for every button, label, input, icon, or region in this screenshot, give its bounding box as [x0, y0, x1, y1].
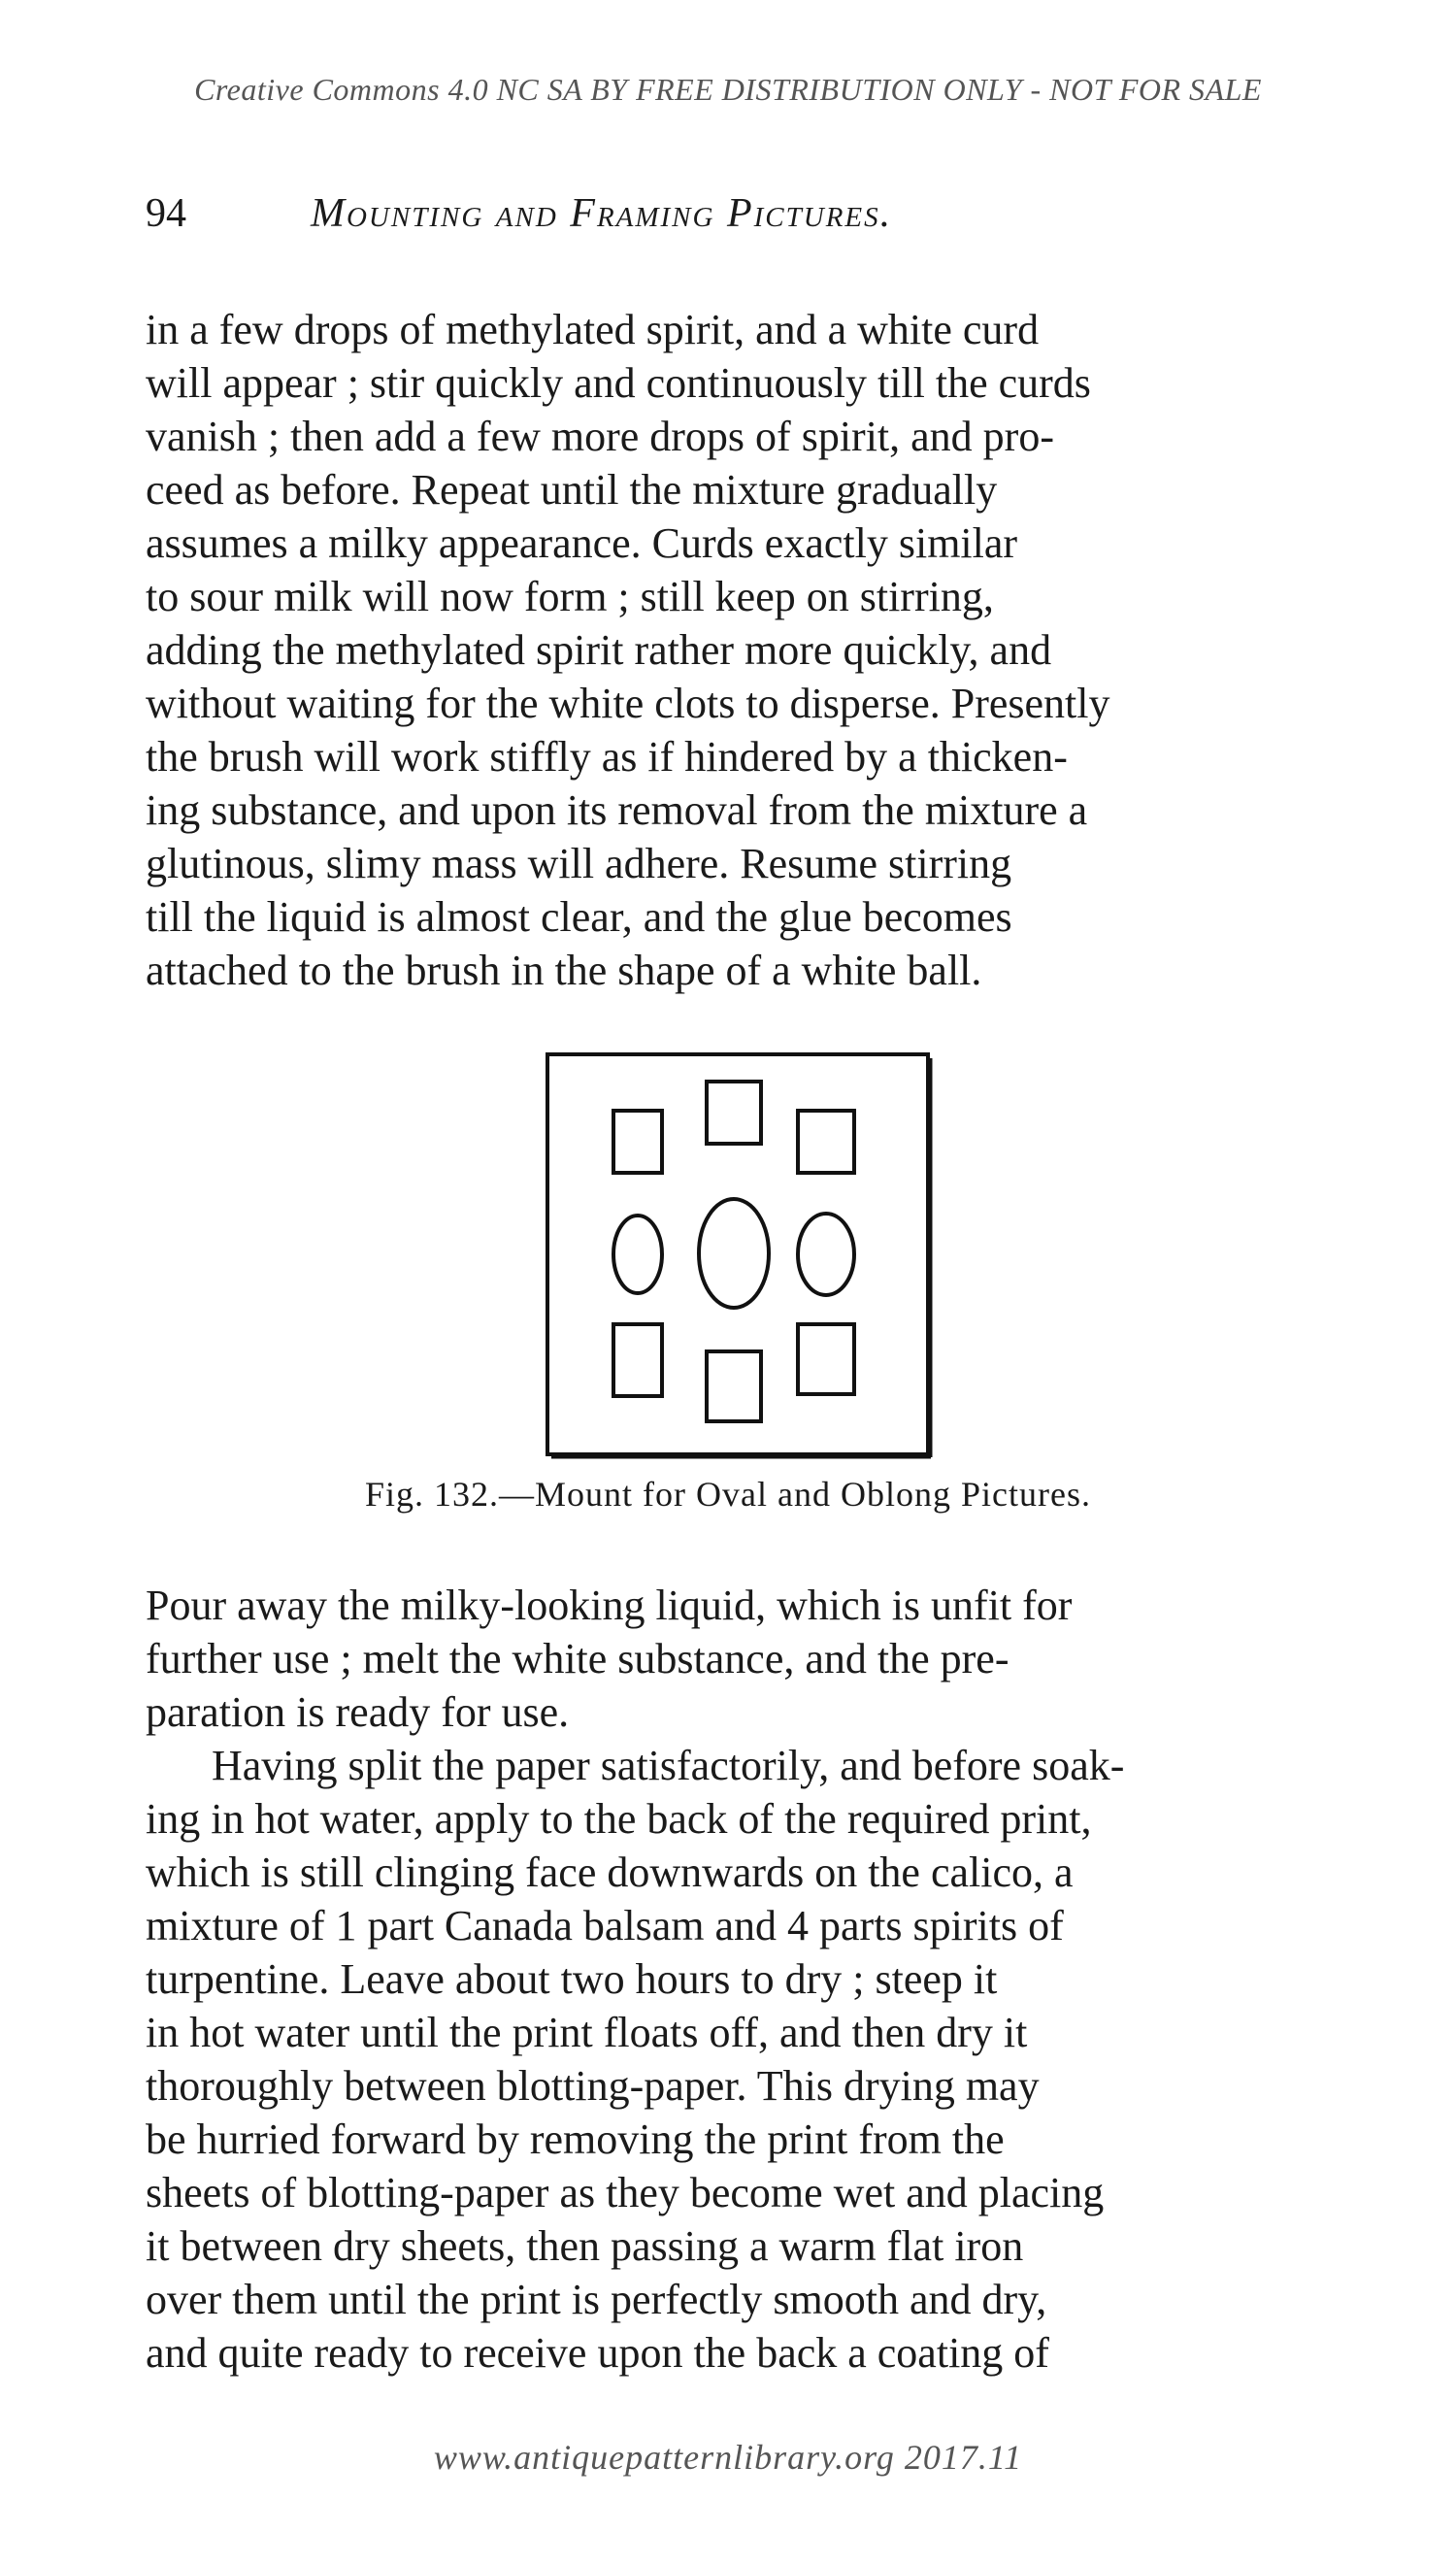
opening-top-center: [707, 1082, 761, 1144]
license-notice: Creative Commons 4.0 NC SA BY FREE DISTRIBUTION ONLY - NOT FOR SALE: [194, 72, 1262, 107]
page-number: 94: [146, 191, 186, 236]
opening-bottom-left: [613, 1324, 662, 1396]
paragraph-3: Having split the paper satisfactorily, and before soak- ing in hot water, apply to the back of the required print, which is still clinging face downwards on the calico, a mixture of 1 part Canada balsam and 4 parts spirits of turpentine. Leave about two hours to dry ; steep it in hot water until the print floats off, and then dry it thoroughly between blotting-paper. This drying may be hurried forward by removing the print from the sheets of blotting-paper as they become wet and placing it between dry sheets, then passing a warm flat iron over them until the print is perfectly smooth and dry, and quite ready to receive upon the back a coating of: [146, 1742, 1125, 2377]
running-title: Mounting and Framing Pictures.: [311, 191, 893, 236]
mount-outer-frame: [547, 1054, 928, 1454]
page-header: [146, 190, 1310, 249]
footer-watermark-url: www.antiquepatternlibrary.org 2017.11: [433, 2438, 1023, 2477]
opening-top-right: [798, 1111, 854, 1173]
opening-bottom-right: [798, 1324, 854, 1394]
oval-opening-left: [613, 1216, 662, 1293]
oval-opening-center: [699, 1199, 769, 1308]
paragraph-2: Pour away the milky-looking liquid, which is unfit for further use ; melt the white substance, and the pre- paration is ready for use.: [146, 1582, 1073, 1736]
opening-bottom-center: [707, 1351, 761, 1421]
figure-caption: Fig. 132.—Mount for Oval and Oblong Pictures.: [365, 1475, 1091, 1514]
paragraph-1: in a few drops of methylated spirit, and a white curd will appear ; stir quickly and continuously till the curds vanish ; then add a few more drops of spirit, and pro- ceed as before. Repeat until the mixture gradually assumes a milky appearance. Curds exactly similar to sour milk will now form ; still keep on stirring, adding the methylated spirit rather more quickly, and without waiting for the white clots to disperse. Presently the brush will work stiffly as if hindered by a thicken- ing substance, and upon its removal from the mixture a glutinous, slimy mass will adhere. Resume stirring till the liquid is almost clear, and the glue becomes attached to the brush in the shape of a white ball.: [146, 306, 1110, 994]
mount-diagram: [544, 1050, 934, 1460]
opening-top-left: [613, 1111, 662, 1173]
oval-opening-right: [798, 1214, 854, 1295]
figure-mount-diagram: [544, 1050, 934, 1460]
